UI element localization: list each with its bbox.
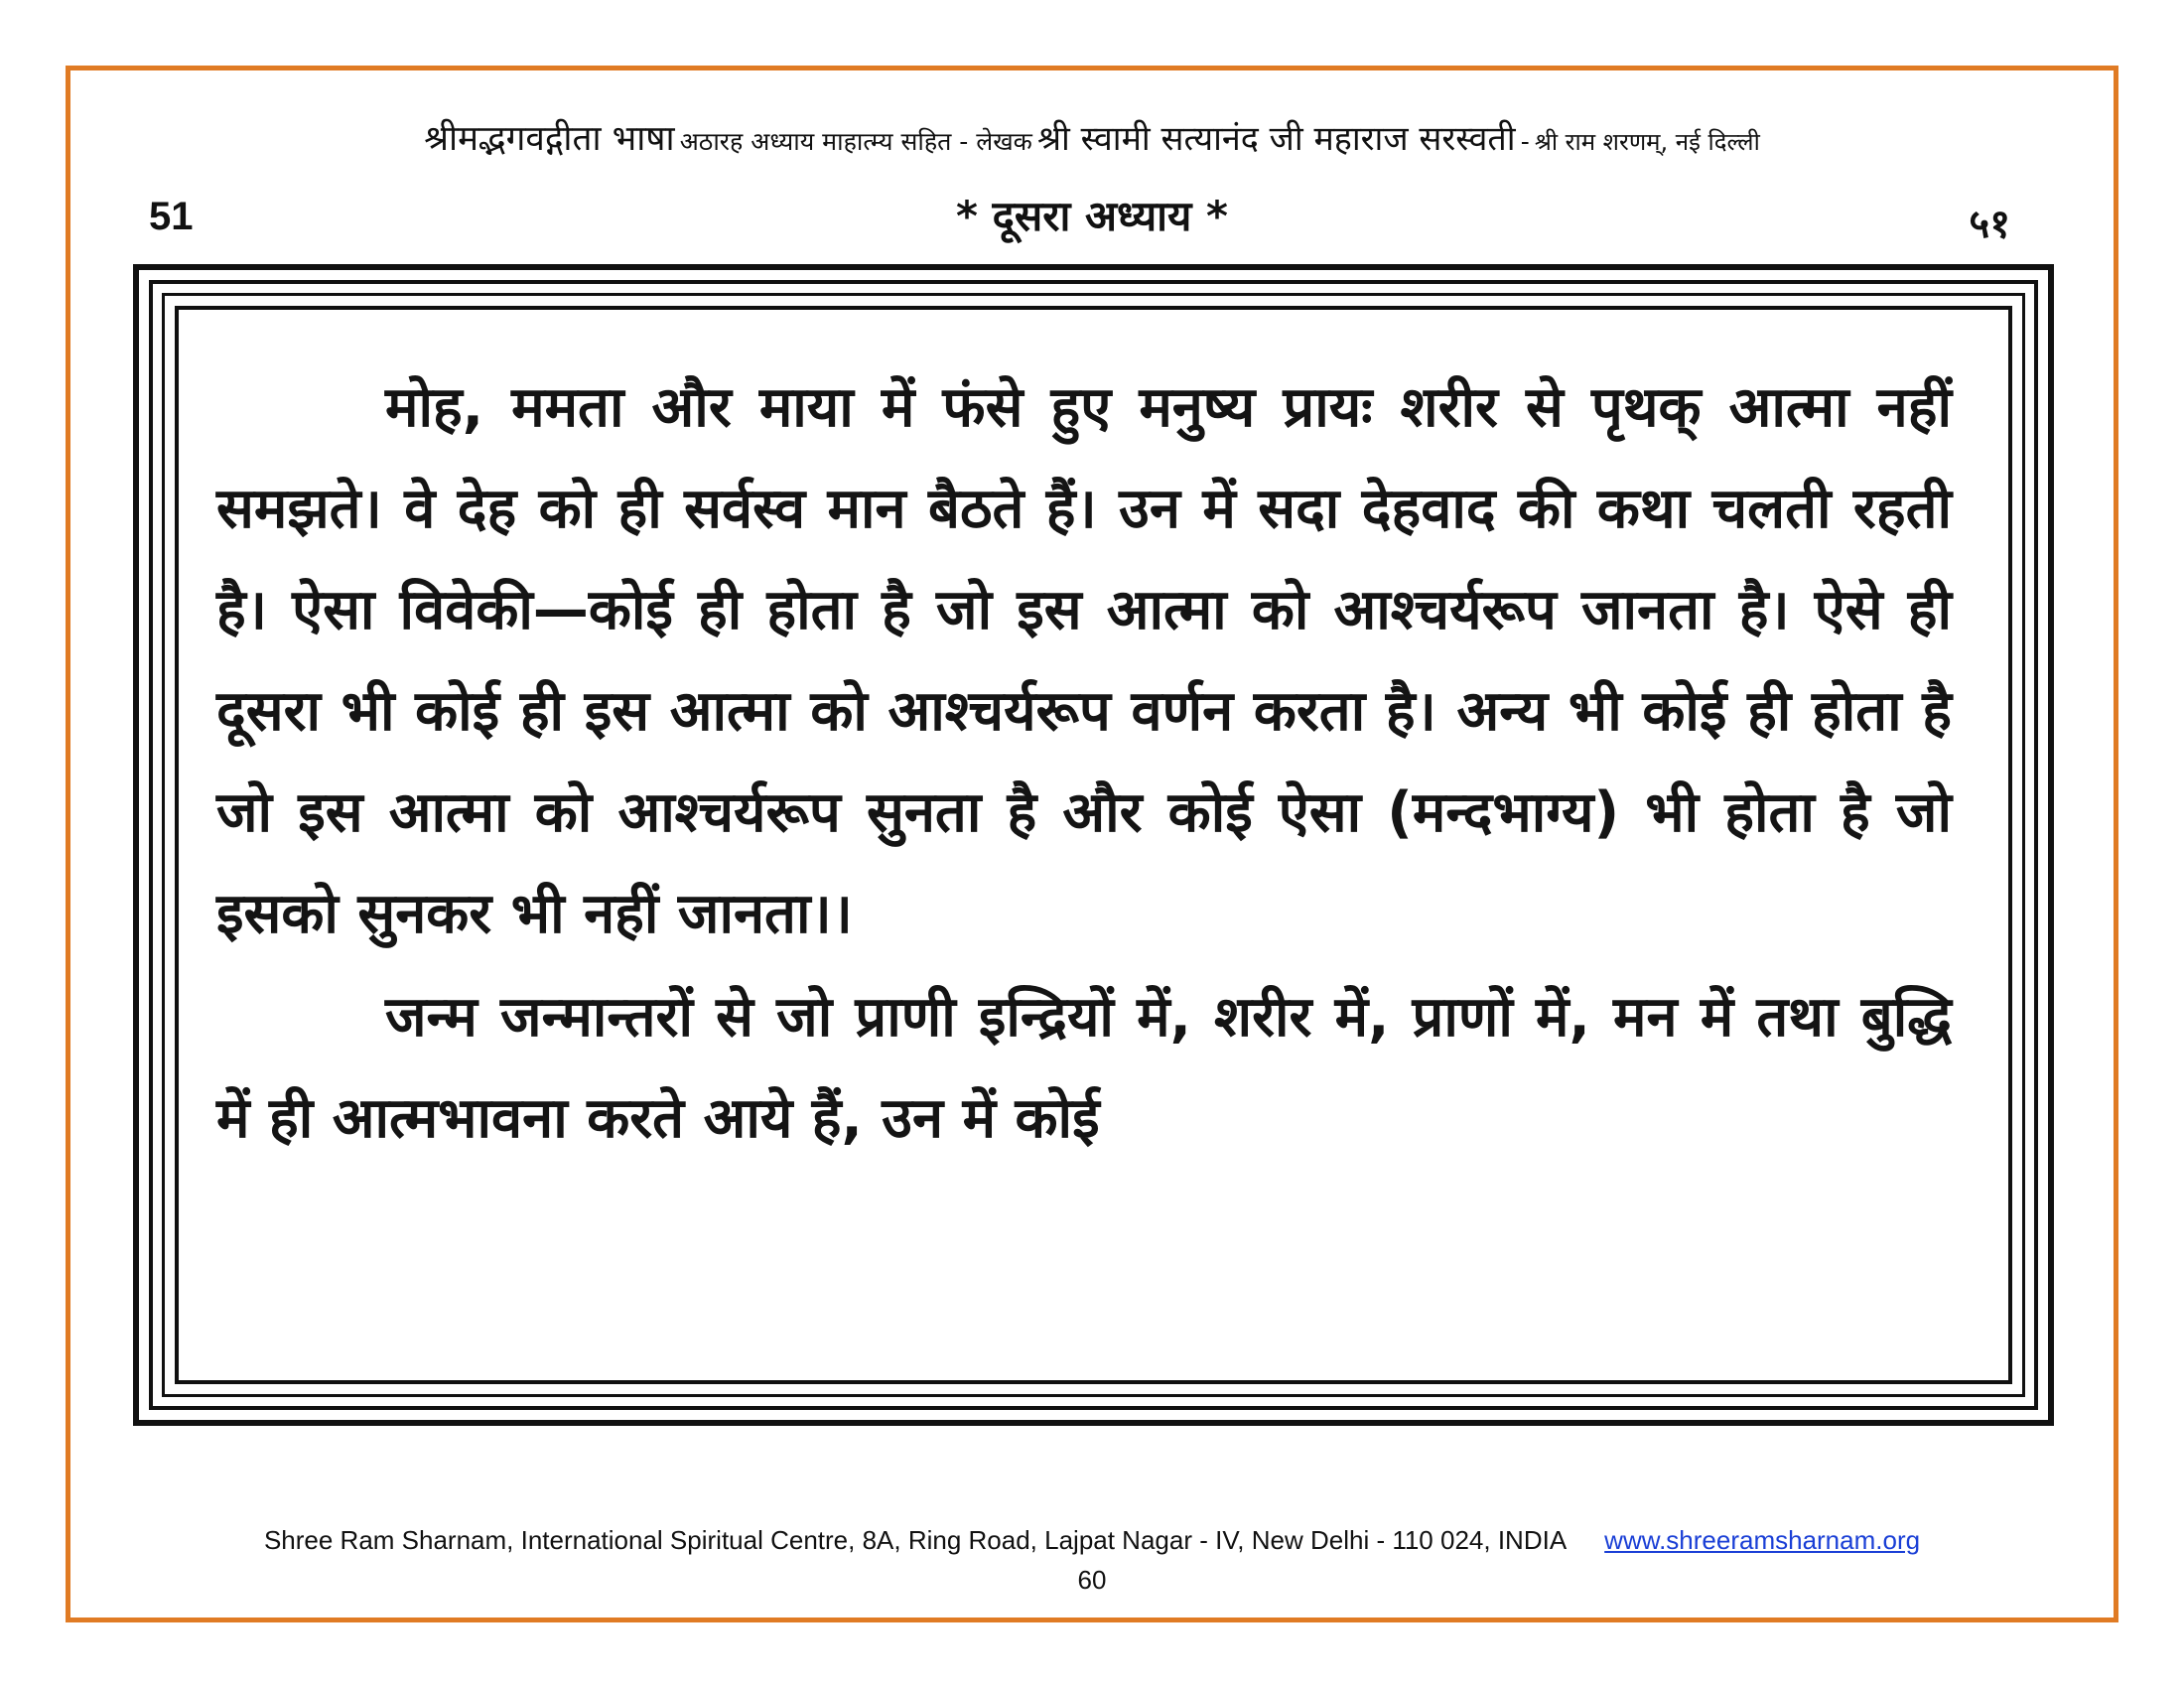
- paragraph-2: जन्म जन्मान्तरों से जो प्राणी इन्द्रियों में, शरीर में, प्राणों में, मन में तथा बुद्धि में ही आत्मभावना करते आये हैं, उन में कोई: [216, 985, 1952, 1151]
- footer-address-line: [0, 1525, 2184, 1556]
- header-separator: -: [1520, 127, 1530, 156]
- book-title: श्रीमद्भगवद्गीता भाषा: [424, 119, 675, 159]
- running-header: [89, 114, 2095, 161]
- footer-page-number: 60: [1077, 1565, 1107, 1595]
- commentary-text: [216, 357, 1952, 1172]
- website-link[interactable]: www.shreeramsharnam.org: [1604, 1525, 1921, 1555]
- footer-address: Shree Ram Sharnam, International Spiritual Centre, 8A, Ring Road, Lajpat Nagar - IV, New Delhi - 110 024, INDIA: [263, 1525, 1568, 1555]
- book-subtitle: अठारह अध्याय माहात्म्य सहित - लेखक: [679, 127, 1032, 156]
- paragraph-1: मोह, ममता और माया में फंसे हुए मनुष्य प्रायः शरीर से पृथक् आत्मा नहीं समझते। वे देह को ही सर्वस्व मान बैठते हैं। उन में सदा देहवाद की कथा चलती रहती है। ऐसा विवेकी—कोई ही होता है जो इस आत्मा को आश्चर्यरूप जानता है। ऐसे ही दूसरा भी कोई ही इस आत्मा को आश्चर्यरूप वर्णन करता है। अन्य भी कोई ही होता है जो इस आत्मा को आश्चर्यरूप सुनता है और कोई ऐसा (मन्दभाग्य) भी होता है जो इसको सुनकर भी नहीं जानता।।: [216, 375, 1952, 946]
- page-number-devanagari: ५१: [1969, 202, 2010, 247]
- page-number-arabic: 51: [149, 195, 194, 238]
- publisher-name: श्री राम शरणम्, नई दिल्ली: [1534, 128, 1760, 156]
- author-name: श्री स्वामी सत्यानंद जी महाराज सरस्वती: [1036, 119, 1516, 159]
- chapter-title: * दूसरा अध्याय *: [955, 192, 1229, 240]
